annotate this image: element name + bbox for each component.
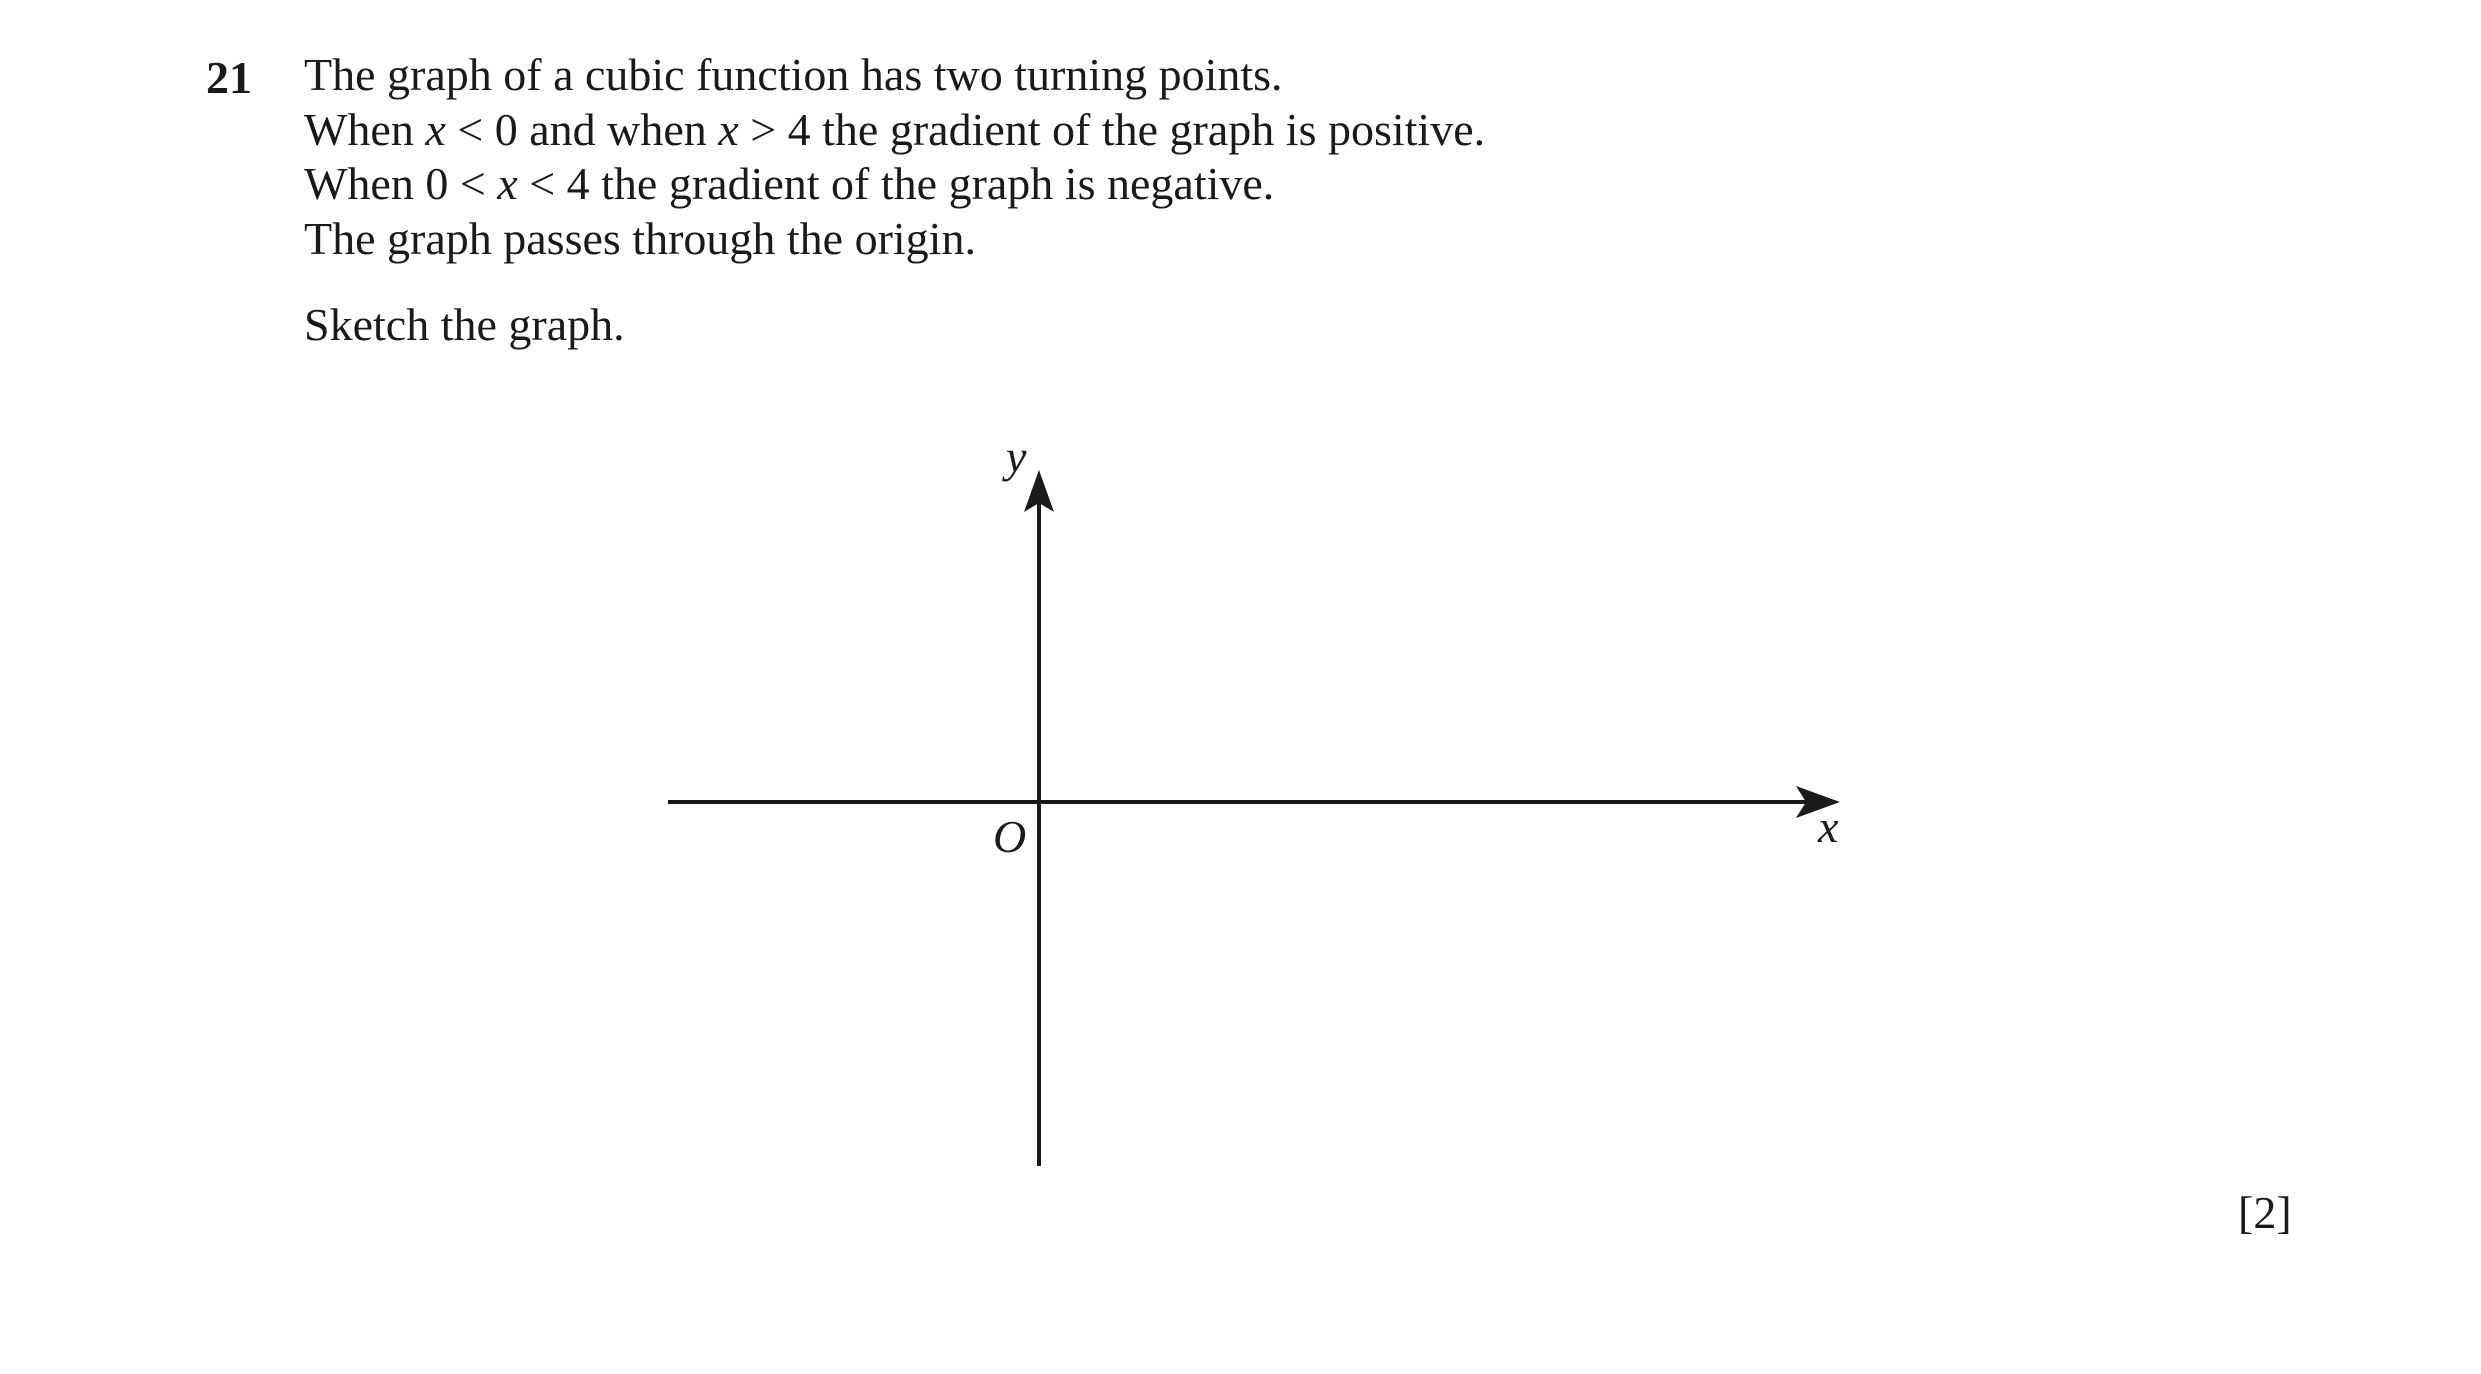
question-line-3: When 0 < x < 4 the gradient of the graph is negative. — [304, 158, 1275, 209]
variable-x: x — [425, 103, 446, 155]
variable-x: x — [497, 158, 518, 209]
question-number: 21 — [206, 52, 252, 103]
marks-allocation: [2] — [2238, 1187, 2292, 1238]
variable-x: x — [718, 103, 739, 155]
y-axis-label: y — [1006, 431, 1027, 482]
question-line-2: When x < 0 and when x > 4 the gradient of the graph is positive. — [304, 103, 1486, 155]
x-axis-label: x — [1818, 801, 1839, 852]
question-instruction: Sketch the graph. — [304, 299, 625, 350]
question-line-4: The graph passes through the origin. — [304, 212, 976, 264]
question-line-1: The graph of a cubic function has two turning points. — [304, 49, 1283, 100]
origin-label: O — [993, 811, 1027, 862]
